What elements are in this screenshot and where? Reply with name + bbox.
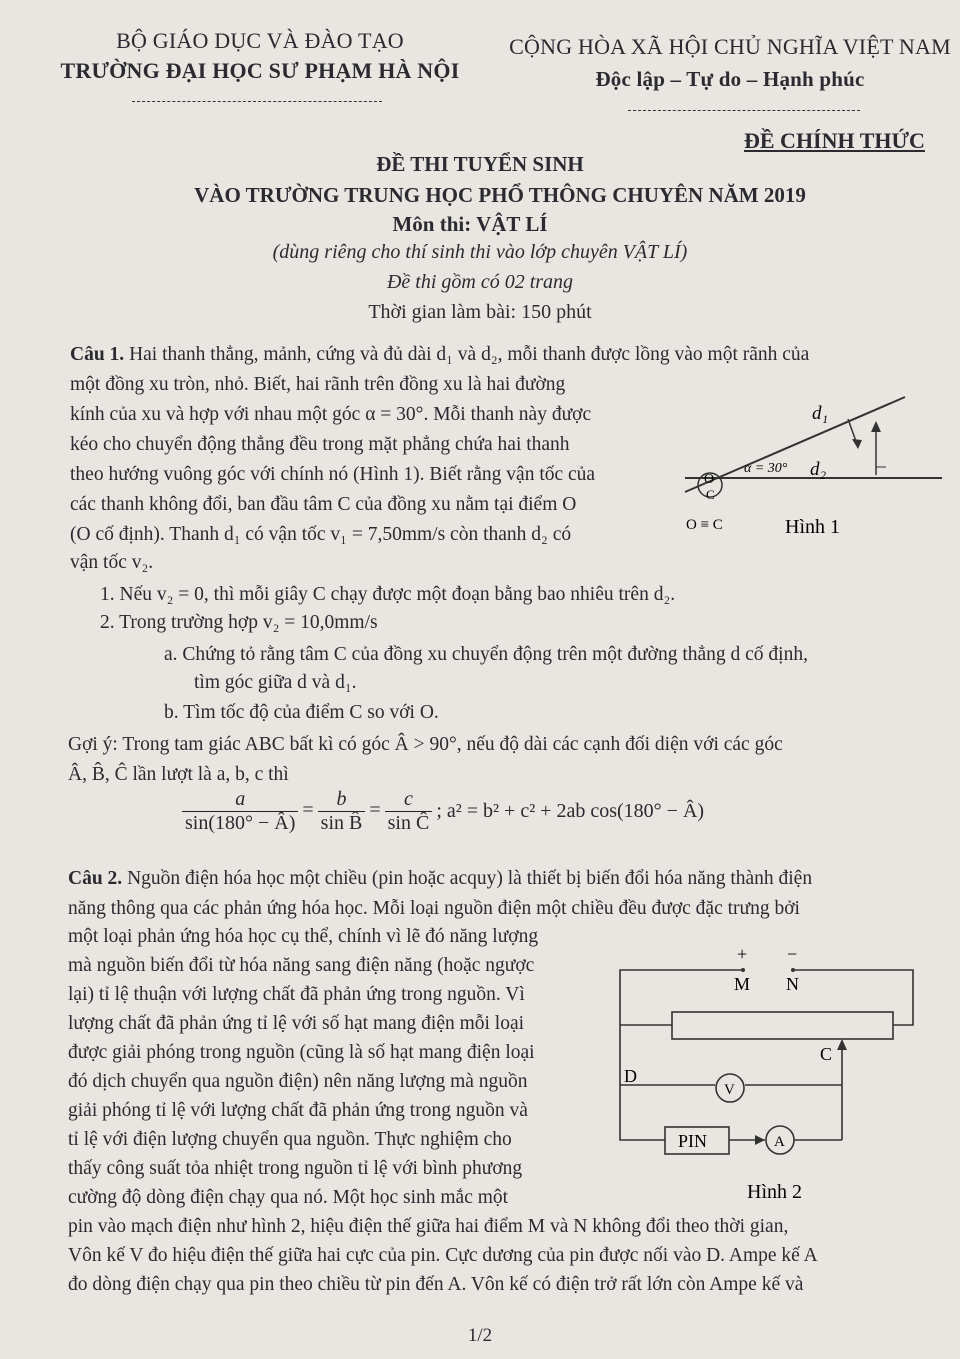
label-oc: O ≡ C: [686, 517, 723, 533]
q2-line8: đó dịch chuyển qua nguồn điện) nên năng lượng mà nguồn: [68, 1071, 528, 1092]
subject: Môn thi: VẬT LÍ: [392, 212, 548, 236]
pin-wire-left: [620, 1085, 665, 1140]
time-limit: Thời gian làm bài: 150 phút: [368, 301, 592, 323]
q2-line2: năng thông qua các phản ứng hóa học. Mỗi loại nguồn điện một chiều đều được đặc trưng bởi: [68, 898, 800, 919]
label-a: A: [774, 1134, 785, 1150]
figure-1-caption: Hình 1: [785, 516, 840, 538]
q1-sub2: 2. Trong trường hợp v₂ = 10,0mm/s: [100, 612, 378, 633]
q1-sub2a-line2: tìm góc giữa d và d₁.: [194, 672, 357, 693]
university-name: TRƯỜNG ĐẠI HỌC SƯ PHẠM HÀ NỘI: [60, 58, 460, 83]
q1-line6: các thanh không đổi, ban đầu tâm C của đồng xu nằm tại điểm O: [70, 494, 577, 515]
fraction-b: $\frac{b}{\text{sin B̂}}$: [318, 788, 366, 835]
exam-title: ĐỀ THI TUYỂN SINH: [376, 152, 584, 176]
label-n: N: [786, 974, 799, 994]
q1-line7: (O cố định). Thanh d₁ có vận tốc v₁ = 7,50mm/s còn thanh d₂ có: [70, 524, 572, 545]
q2-line3: một loại phản ứng hóa học cụ thể, chính vì lẽ đó năng lượng: [68, 926, 539, 947]
q1-line2: một đồng xu tròn, nhỏ. Biết, hai rãnh trên đồng xu là hai đường: [70, 374, 566, 395]
q1-line1: [70, 340, 809, 370]
exam-note: (dùng riêng cho thí sinh thi vào lớp chuyên VẬT LÍ): [272, 241, 688, 263]
q2-line10: tỉ lệ với điện lượng chuyển qua nguồn. Thực nghiệm cho: [68, 1129, 512, 1150]
q2-line6: lượng chất đã phản ứng tỉ lệ với số hạt mang điện mỗi loại: [68, 1013, 525, 1034]
q1-line4: kéo cho chuyển động thẳng đều trong mặt phẳng chứa hai thanh: [70, 434, 570, 455]
figure-2: [610, 940, 925, 1210]
v1-arrow-head: [852, 439, 862, 449]
rheostat: [672, 1012, 893, 1039]
q2-line5: lại) tỉ lệ thuận với lượng chất đã phản ứng trong nguồn. Vì: [68, 984, 525, 1005]
label-minus: −: [787, 944, 798, 964]
v2-arrow-head: [871, 421, 881, 432]
figure-1: [680, 385, 950, 545]
terminal-n: [791, 968, 795, 972]
q1-label: Câu 1.: [70, 344, 125, 365]
q2-label: Câu 2.: [68, 868, 123, 889]
cosine-rule: ; a² = b² + c² + 2ab cos(180° − Â): [436, 800, 705, 822]
q1-sub2a-line1: a. Chứng tỏ rằng tâm C của đồng xu chuyển động trên một đường thẳng d cố định,: [164, 644, 808, 665]
q2-line12: cường độ dòng điện chạy qua nó. Một học sinh mắc một: [68, 1187, 509, 1208]
q1-hint-line1: Gợi ý: Trong tam giác ABC bất kì có góc Â > 90°, nếu độ dài các cạnh đối diện với các góc: [68, 734, 783, 755]
q2-text: Nguồn điện hóa học một chiều (pin hoặc acquy) là thiết bị biến đổi hóa năng thành điện: [127, 868, 813, 889]
fraction-a: $\frac{a}{\sin(180^\circ - Â)}$: [182, 788, 298, 835]
q2-line15: đo dòng điện chạy qua pin theo chiều từ pin đến A. Vôn kế có điện trở rất lớn còn Ampe kế và: [68, 1274, 804, 1295]
official-tag: ĐỀ CHÍNH THỨC: [744, 128, 925, 153]
label-d2: d₂: [810, 459, 827, 480]
label-plus: +: [737, 944, 748, 964]
q2-line14: Vôn kế V đo hiệu điện thế giữa hai cực của pin. Cực dương của pin được nối vào D. Ampe kế A: [68, 1245, 818, 1266]
label-c: C: [706, 487, 715, 502]
ministry-name: BỘ GIÁO DỤC VÀ ĐÀO TẠO: [116, 28, 404, 53]
label-o: O: [704, 472, 715, 487]
page-number: 1/2: [467, 1325, 493, 1346]
left-header-divider: [132, 101, 382, 102]
label-v: V: [724, 1082, 735, 1098]
q2-line4: mà nguồn biến đổi từ hóa năng sang điện năng (hoặc ngược: [68, 955, 535, 976]
label-c: C: [820, 1044, 833, 1064]
q2-line1: [68, 864, 812, 894]
figure-2-caption: Hình 2: [747, 1181, 802, 1203]
sine-rule-formula: $\frac{a}{\sin(180^\circ - Â)}$ = $\frac{b}{\text{sin B̂}}$ = $\frac{c}{\text{sin Ĉ}}$ ; a² = b² + c² + 2ab cos(180° − Â): [178, 788, 704, 835]
q2-line13: pin vào mạch điện như hình 2, hiệu điện thế giữa hai điểm M và N không đổi theo thời gian,: [68, 1216, 789, 1237]
label-alpha: α = 30°: [744, 461, 788, 476]
q1-line5: theo hướng vuông góc với chính nó (Hình 1). Biết rằng vận tốc của: [70, 464, 596, 485]
right-header-divider: [628, 110, 860, 111]
label-d: D: [624, 1066, 637, 1086]
slider-arrow: [837, 1039, 847, 1050]
current-arrow: [755, 1135, 765, 1145]
q1-line8: vận tốc v₂.: [70, 552, 154, 573]
q1-text: Hai thanh thẳng, mảnh, cứng và đủ dài d₁ và d₂, mỗi thanh được lồng vào một rãnh của: [129, 344, 810, 365]
top-wire-right: [793, 970, 913, 1025]
motto: Độc lập – Tự do – Hạnh phúc: [595, 67, 865, 91]
q1-line3: kính của xu và hợp với nhau một góc α = 30°. Mỗi thanh này được: [70, 404, 592, 425]
q2-line9: giải phóng tỉ lệ với lượng chất đã phản ứng trong nguồn và: [68, 1100, 528, 1121]
label-m: M: [734, 974, 751, 994]
top-wire: [620, 970, 743, 1085]
q1-hint-line2: Â, B̂, Ĉ lần lượt là a, b, c thì: [68, 764, 289, 785]
terminal-m: [741, 968, 745, 972]
q2-line11: thấy công suất tỏa nhiệt trong nguồn tỉ lệ với bình phương: [68, 1158, 523, 1179]
fraction-c: $\frac{c}{\text{sin Ĉ}}$: [385, 788, 433, 835]
q2-line7: được giải phóng trong nguồn (cũng là số hạt mang điện loại: [68, 1042, 535, 1063]
q1-sub1: 1. Nếu v₂ = 0, thì mỗi giây C chạy được một đoạn bằng bao nhiêu trên d₂.: [100, 584, 676, 605]
q1-sub2b: b. Tìm tốc độ của điểm C so với O.: [164, 702, 439, 723]
page-count: Đề thi gồm có 02 trang: [386, 271, 574, 293]
label-d1: d₁: [812, 403, 829, 424]
exam-title-line2: VÀO TRƯỜNG TRUNG HỌC PHỔ THÔNG CHUYÊN NĂM 2019: [194, 183, 806, 207]
country-name: CỘNG HÒA XÃ HỘI CHỦ NGHĨA VIỆT NAM: [509, 34, 951, 59]
label-pin: PIN: [678, 1131, 708, 1151]
